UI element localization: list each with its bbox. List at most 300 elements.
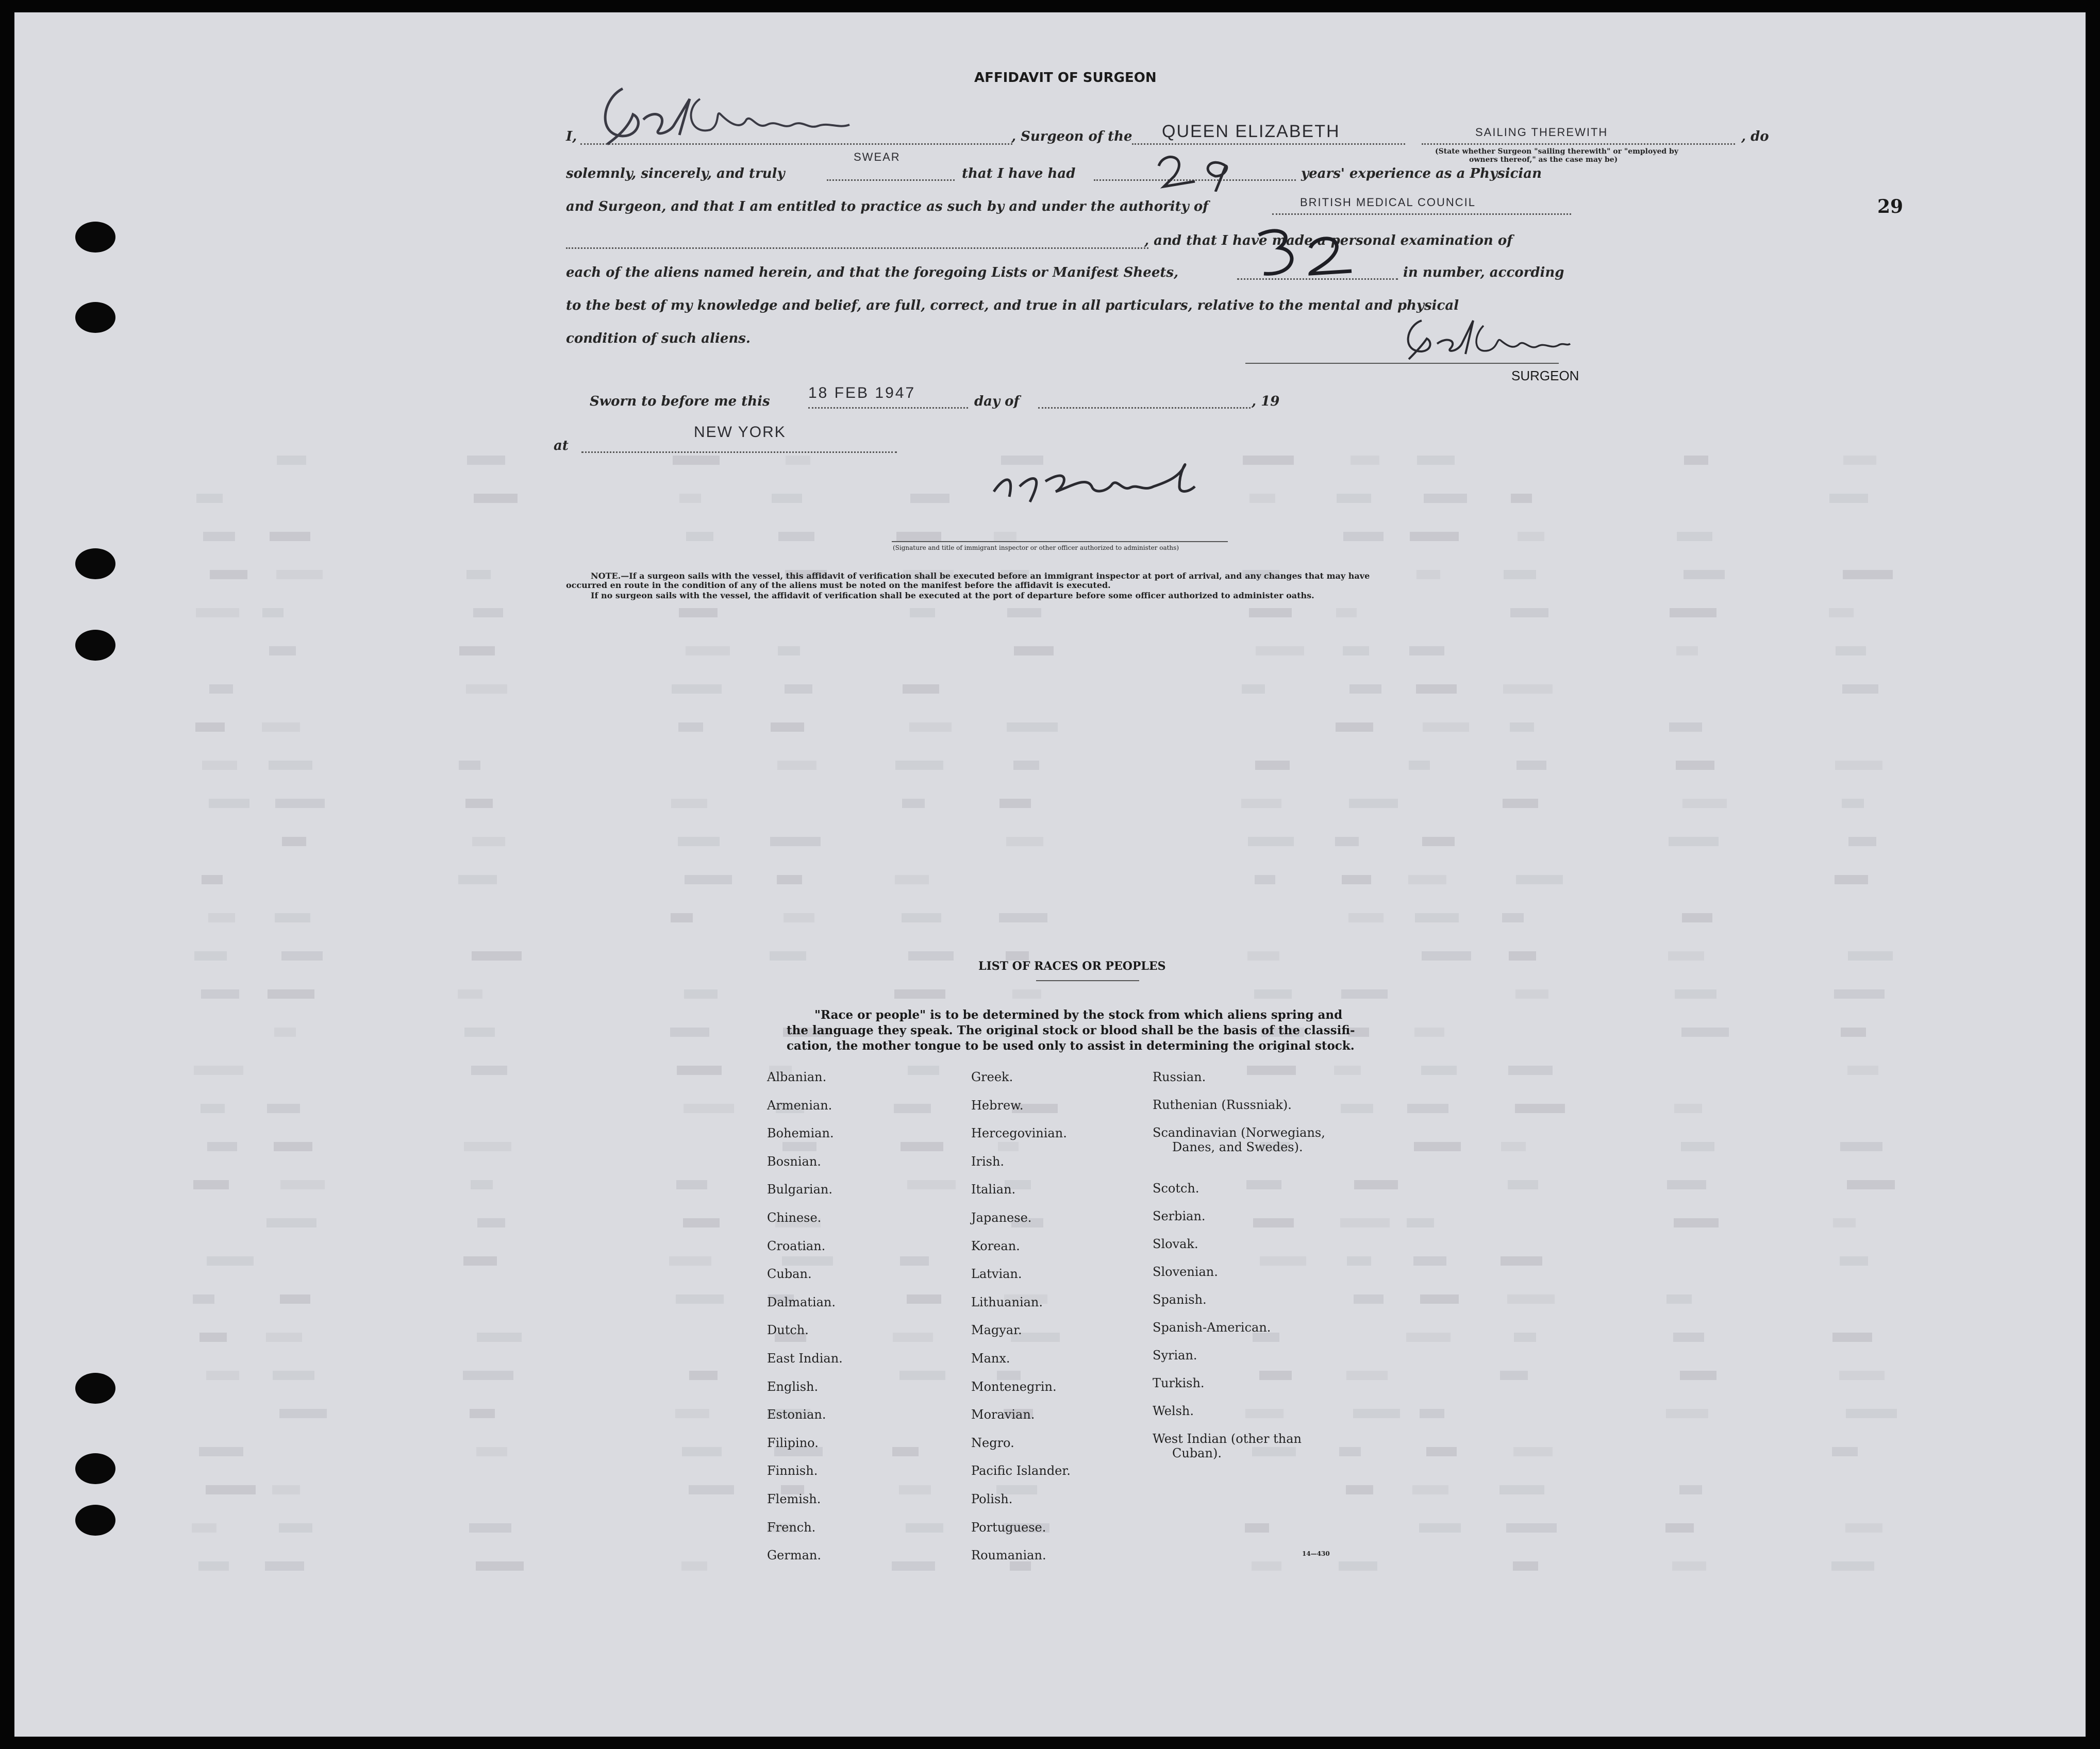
bleed-through-mark — [1835, 875, 1868, 884]
bleed-through-mark — [270, 532, 310, 541]
bleed-through-mark — [900, 1256, 929, 1266]
bleed-through-mark — [895, 875, 929, 884]
bleed-through-mark — [1335, 837, 1359, 846]
bleed-through-mark — [476, 1561, 524, 1571]
race-item: Scandinavian (Norwegians, — [1153, 1125, 1325, 1140]
bleed-through-mark — [910, 608, 935, 617]
officer-caption: (Signature and title of immigrant inspector or other officer authorized to administer oaths) — [893, 544, 1179, 551]
text-and-that-i-have-made: , and that I have made a personal examination of — [1144, 233, 1513, 248]
bleed-through-mark — [902, 913, 941, 922]
bleed-through-mark — [1354, 1294, 1384, 1304]
bleed-through-mark — [1337, 494, 1371, 503]
race-item: Albanian. — [767, 1070, 827, 1084]
bleed-through-mark — [777, 875, 802, 884]
sailing-note-1: (State whether Surgeon "sailing therewith" or "employed by — [1435, 147, 1678, 156]
bleed-through-mark — [1674, 1104, 1702, 1113]
bleed-through-mark — [782, 1142, 816, 1151]
bleed-through-mark — [1840, 1256, 1868, 1266]
bleed-through-mark — [893, 1333, 933, 1342]
text-solemnly: solemnly, sincerely, and truly — [566, 166, 785, 181]
form-number: 14—430 — [1302, 1550, 1330, 1557]
race-item: Roumanian. — [971, 1548, 1046, 1563]
bleed-through-mark — [1843, 456, 1876, 465]
bleed-through-mark — [1684, 570, 1725, 579]
officer-signature — [984, 456, 1231, 512]
bleed-through-mark — [1832, 1333, 1872, 1342]
bleed-through-mark — [899, 1371, 945, 1380]
bleed-through-mark — [196, 494, 223, 503]
race-item: Dalmatian. — [767, 1294, 836, 1309]
bleed-through-mark — [198, 1561, 229, 1571]
page-number: 29 — [1877, 196, 1904, 217]
bleed-through-mark — [1341, 1104, 1373, 1113]
bleed-through-mark — [1682, 799, 1727, 808]
bleed-through-mark — [1676, 761, 1714, 770]
races-intro-1: "Race or people" is to be determined by the stock from which aliens spring and — [814, 1008, 1343, 1022]
bleed-through-mark — [1510, 608, 1548, 617]
bleed-through-mark — [678, 837, 720, 846]
sworn-date: 18 FEB 1947 — [808, 384, 916, 401]
bleed-through-mark — [1253, 1218, 1294, 1227]
bleed-through-mark — [901, 1142, 943, 1151]
bleed-through-mark — [1668, 951, 1704, 961]
fill-line — [1272, 213, 1571, 215]
bleed-through-mark — [998, 1142, 1019, 1151]
bleed-through-mark — [465, 799, 493, 808]
bleed-through-mark — [899, 1485, 931, 1494]
bleed-through-mark — [907, 1180, 956, 1189]
bleed-through-mark — [1510, 722, 1534, 732]
bleed-through-mark — [1409, 761, 1430, 770]
bleed-through-mark — [671, 799, 707, 808]
text-i: I, — [566, 129, 577, 144]
punch-hole — [75, 1373, 115, 1404]
punch-hole — [75, 630, 115, 661]
bleed-through-mark — [202, 875, 223, 884]
bleed-through-mark — [677, 1066, 722, 1075]
bleed-through-mark — [199, 1333, 227, 1342]
bleed-through-mark — [1354, 1180, 1398, 1189]
bleed-through-mark — [1415, 913, 1459, 922]
race-item: Filipino. — [767, 1435, 819, 1450]
races-intro-2: the language they speak. The original stock or blood shall be the basis of the classifi- — [787, 1023, 1355, 1037]
race-item: English. — [767, 1379, 819, 1394]
bleed-through-mark — [280, 1294, 310, 1304]
race-item: Dutch. — [767, 1323, 809, 1338]
bleed-through-mark — [1419, 1523, 1461, 1533]
bleed-through-mark — [1681, 1028, 1729, 1037]
bleed-through-mark — [459, 761, 480, 770]
race-item: Bulgarian. — [767, 1182, 832, 1197]
bleed-through-mark — [1252, 1561, 1281, 1571]
bleed-through-mark — [1513, 1561, 1538, 1571]
bleed-through-mark — [1243, 456, 1294, 465]
races-title: LIST OF RACES OR PEOPLES — [978, 960, 1166, 973]
bleed-through-mark — [1342, 875, 1371, 884]
bleed-through-mark — [1666, 1294, 1692, 1304]
bleed-through-mark — [1420, 1294, 1459, 1304]
bleed-through-mark — [1499, 1485, 1544, 1494]
sheets-handwriting — [1254, 225, 1357, 281]
race-item: Finnish. — [767, 1464, 818, 1478]
title-underline — [1036, 980, 1139, 981]
race-item: Russian. — [1153, 1070, 1206, 1084]
bleed-through-mark — [1842, 799, 1864, 808]
bleed-through-mark — [907, 1294, 941, 1304]
bleed-through-mark — [1340, 1218, 1390, 1227]
race-item: Slovenian. — [1153, 1265, 1218, 1279]
note-line-3: If no surgeon sails with the vessel, the affidavit of verification shall be executed at the port of departure before some officer authorized to administer oaths. — [591, 591, 1314, 600]
bleed-through-mark — [1672, 1561, 1706, 1571]
bleed-through-mark — [1839, 1371, 1885, 1380]
punch-hole — [75, 302, 115, 333]
bleed-through-mark — [894, 1104, 931, 1113]
race-item: Portuguese. — [971, 1520, 1046, 1535]
bleed-through-mark — [1339, 1447, 1361, 1456]
bleed-through-mark — [1006, 837, 1043, 846]
bleed-through-mark — [686, 532, 713, 541]
bleed-through-mark — [1341, 989, 1388, 999]
bleed-through-mark — [207, 1142, 237, 1151]
bleed-through-mark — [473, 608, 503, 617]
bleed-through-mark — [1834, 989, 1885, 999]
bleed-through-mark — [470, 1409, 495, 1418]
bleed-through-mark — [1501, 1256, 1542, 1266]
bleed-through-mark — [772, 494, 802, 503]
bleed-through-mark — [999, 799, 1031, 808]
bleed-through-mark — [1013, 761, 1039, 770]
bleed-through-mark — [1509, 951, 1536, 961]
bleed-through-mark — [1248, 837, 1294, 846]
race-item: Bohemian. — [767, 1126, 834, 1141]
bleed-through-mark — [1503, 684, 1553, 694]
bleed-through-mark — [679, 608, 718, 617]
bleed-through-mark — [472, 837, 505, 846]
bleed-through-mark — [195, 722, 225, 732]
bleed-through-mark — [1409, 646, 1444, 655]
race-item: Cuban). — [1172, 1446, 1222, 1460]
race-item: Croatian. — [767, 1238, 826, 1253]
bleed-through-mark — [1353, 1409, 1400, 1418]
bleed-through-mark — [1676, 646, 1698, 655]
bleed-through-mark — [1674, 1218, 1719, 1227]
race-item: German. — [767, 1548, 821, 1563]
bleed-through-mark — [1249, 494, 1275, 503]
bleed-through-mark — [910, 494, 949, 503]
bleed-through-mark — [784, 913, 814, 922]
bleed-through-mark — [208, 913, 235, 922]
bleed-through-mark — [684, 1104, 734, 1113]
bleed-through-mark — [1515, 989, 1548, 999]
bleed-through-mark — [276, 570, 323, 579]
bleed-through-mark — [201, 989, 239, 999]
bleed-through-mark — [999, 913, 1047, 922]
bleed-through-mark — [1424, 494, 1467, 503]
text-that-i-have-had: that I have had — [962, 166, 1076, 181]
race-item: Armenian. — [767, 1098, 832, 1113]
bleed-through-mark — [1667, 1180, 1706, 1189]
bleed-through-mark — [466, 684, 507, 694]
fill-line — [566, 247, 1148, 249]
race-item: Scotch. — [1153, 1181, 1199, 1196]
race-item: Moravian. — [971, 1407, 1035, 1422]
bleed-through-mark — [193, 1180, 229, 1189]
bleed-through-mark — [770, 837, 821, 846]
race-item: Irish. — [971, 1154, 1005, 1169]
bleed-through-mark — [469, 1523, 511, 1533]
text-do: , do — [1741, 129, 1769, 144]
bleed-through-mark — [1836, 646, 1866, 655]
bleed-through-mark — [1343, 646, 1369, 655]
bleed-through-mark — [1406, 1333, 1451, 1342]
bleed-through-mark — [1835, 761, 1882, 770]
bleed-through-mark — [681, 1561, 707, 1571]
bleed-through-mark — [896, 532, 941, 541]
bleed-through-mark — [1845, 1523, 1882, 1533]
bleed-through-mark — [1245, 1409, 1284, 1418]
bleed-through-mark — [894, 989, 945, 999]
bleed-through-mark — [262, 608, 284, 617]
bleed-through-mark — [1007, 722, 1058, 732]
bleed-through-mark — [1012, 989, 1041, 999]
bleed-through-mark — [1513, 1447, 1553, 1456]
race-item: Negro. — [971, 1435, 1014, 1450]
fill-line — [1422, 143, 1735, 145]
race-item: French. — [767, 1520, 816, 1535]
race-item: Estonian. — [767, 1407, 826, 1422]
race-item: Latvian. — [971, 1267, 1022, 1282]
text-years-exp: years' experience as a Physician — [1301, 166, 1542, 181]
bleed-through-mark — [1247, 951, 1279, 961]
bleed-through-mark — [906, 1523, 943, 1533]
bleed-through-mark — [902, 799, 925, 808]
bleed-through-mark — [679, 494, 701, 503]
bleed-through-mark — [1421, 1066, 1457, 1075]
bleed-through-mark — [1410, 532, 1459, 541]
race-item: Flemish. — [767, 1492, 821, 1506]
bleed-through-mark — [269, 646, 296, 655]
bleed-through-mark — [279, 1409, 327, 1418]
bleed-through-mark — [669, 1256, 711, 1266]
surgeon-signature — [1401, 315, 1571, 362]
race-item: Welsh. — [1153, 1404, 1194, 1418]
bleed-through-mark — [1249, 608, 1292, 617]
bleed-through-mark — [273, 1371, 314, 1380]
text-surgeon-of-the: , Surgeon of the — [1011, 129, 1132, 144]
bleed-through-mark — [207, 1256, 254, 1266]
bleed-through-mark — [1348, 913, 1384, 922]
bleed-through-mark — [673, 456, 720, 465]
years-handwriting — [1154, 150, 1236, 192]
bleed-through-mark — [1677, 532, 1712, 541]
bleed-through-mark — [777, 761, 816, 770]
fill-line — [1132, 143, 1405, 145]
bleed-through-mark — [477, 1218, 505, 1227]
bleed-through-mark — [265, 1561, 304, 1571]
bleed-through-mark — [1412, 1485, 1448, 1494]
race-item: Syrian. — [1153, 1348, 1197, 1363]
bleed-through-mark — [464, 1142, 511, 1151]
bleed-through-mark — [1832, 1447, 1858, 1456]
races-intro-3: cation, the mother tongue to be used only to assist in determining the original stock. — [787, 1039, 1355, 1053]
bleed-through-mark — [274, 1028, 296, 1037]
place: NEW YORK — [694, 424, 786, 441]
bleed-through-mark — [675, 1409, 709, 1418]
bleed-through-mark — [1670, 608, 1716, 617]
bleed-through-mark — [1259, 1371, 1292, 1380]
bleed-through-mark — [1351, 456, 1379, 465]
bleed-through-mark — [196, 608, 239, 617]
punch-hole — [75, 1453, 115, 1484]
bleed-through-mark — [1841, 1028, 1866, 1037]
race-item: East Indian. — [767, 1351, 843, 1366]
bleed-through-mark — [1500, 1371, 1528, 1380]
bleed-through-mark — [277, 456, 306, 465]
race-item: Slovak. — [1153, 1237, 1198, 1251]
bleed-through-mark — [672, 684, 722, 694]
bleed-through-mark — [1508, 1180, 1538, 1189]
bleed-through-mark — [1846, 1409, 1897, 1418]
officer-signature-line — [892, 541, 1228, 542]
sailing-note-2: owners thereof," as the case may be) — [1469, 156, 1618, 164]
bleed-through-mark — [1336, 722, 1373, 732]
bleed-through-mark — [1501, 1142, 1526, 1151]
bleed-through-mark — [909, 722, 952, 732]
bleed-through-mark — [1420, 1409, 1444, 1418]
bleed-through-mark — [266, 1218, 316, 1227]
bleed-through-mark — [1252, 1447, 1296, 1456]
bleed-through-mark — [471, 1180, 493, 1189]
text-nineteen: , 19 — [1252, 394, 1280, 409]
bleed-through-mark — [1504, 570, 1536, 579]
race-item: Hebrew. — [971, 1098, 1024, 1113]
bleed-through-mark — [1516, 875, 1563, 884]
bleed-through-mark — [193, 1294, 214, 1304]
bleed-through-mark — [210, 570, 247, 579]
bleed-through-mark — [1260, 1256, 1306, 1266]
bleed-through-mark — [1684, 456, 1708, 465]
bleed-through-mark — [676, 1180, 707, 1189]
bleed-through-mark — [1407, 1218, 1434, 1227]
bleed-through-mark — [908, 1066, 939, 1075]
punch-hole — [75, 1505, 115, 1536]
bleed-through-mark — [1829, 494, 1868, 503]
bleed-through-mark — [1516, 761, 1546, 770]
bleed-through-mark — [1346, 1371, 1388, 1380]
bleed-through-mark — [1256, 646, 1304, 655]
bleed-through-mark — [1245, 1523, 1269, 1533]
bleed-through-mark — [1673, 1333, 1704, 1342]
bleed-through-mark — [903, 684, 939, 694]
authority: BRITISH MEDICAL COUNCIL — [1300, 196, 1476, 209]
bleed-through-mark — [477, 1333, 522, 1342]
bleed-through-mark — [786, 456, 810, 465]
bleed-through-mark — [770, 951, 806, 961]
bleed-through-mark — [1669, 722, 1702, 732]
bleed-through-mark — [474, 494, 518, 503]
bleed-through-mark — [269, 761, 312, 770]
form-title: AFFIDAVIT OF SURGEON — [974, 70, 1157, 86]
race-item: Greek. — [971, 1070, 1013, 1084]
bleed-through-mark — [194, 1066, 243, 1075]
bleed-through-mark — [268, 989, 314, 999]
text-condition: condition of such aliens. — [566, 331, 751, 346]
bleed-through-mark — [1414, 1142, 1461, 1151]
bleed-through-mark — [1840, 1142, 1882, 1151]
bleed-through-mark — [194, 951, 227, 961]
bleed-through-mark — [1007, 608, 1041, 617]
bleed-through-mark — [782, 1256, 833, 1266]
bleed-through-mark — [1408, 875, 1446, 884]
bleed-through-mark — [678, 722, 703, 732]
race-item: Korean. — [971, 1238, 1020, 1253]
race-item: Lithuanian. — [971, 1294, 1043, 1309]
bleed-through-mark — [771, 722, 804, 732]
bleed-through-mark — [689, 1485, 734, 1494]
bleed-through-mark — [1241, 799, 1281, 808]
bleed-through-mark — [1675, 989, 1716, 999]
bleed-through-mark — [1422, 951, 1471, 961]
punch-hole — [75, 222, 115, 253]
bleed-through-mark — [1506, 1523, 1557, 1533]
bleed-through-mark — [1515, 1104, 1565, 1113]
bleed-through-mark — [1407, 1104, 1448, 1113]
race-item: Montenegrin. — [971, 1379, 1057, 1394]
bleed-through-mark — [1847, 1066, 1878, 1075]
race-item: Hercegovinian. — [971, 1126, 1067, 1141]
document-sheet — [14, 12, 2086, 1737]
bleed-through-mark — [892, 1561, 935, 1571]
bleed-through-mark — [1242, 684, 1265, 694]
bleed-through-mark — [279, 1523, 312, 1533]
bleed-through-mark — [206, 1485, 256, 1494]
bleed-through-mark — [1416, 684, 1457, 694]
bleed-through-mark — [671, 913, 693, 922]
note-line-1: NOTE.—If a surgeon sails with the vessel, this affidavit of verification shall be executed before an immigrant inspector at port of arrival, and any changes that may have — [591, 571, 1370, 581]
race-item: Bosnian. — [767, 1154, 821, 1169]
race-item: Ruthenian (Russniak). — [1153, 1098, 1292, 1112]
bleed-through-mark — [466, 570, 491, 579]
bleed-through-mark — [895, 761, 943, 770]
fill-line — [1038, 407, 1251, 409]
race-item: Pacific Islander. — [971, 1464, 1071, 1478]
fill-line — [581, 451, 897, 453]
bleed-through-mark — [1669, 837, 1719, 846]
surgeon-name-handwriting — [592, 78, 860, 150]
bleed-through-mark — [1349, 799, 1398, 808]
bleed-through-mark — [1848, 837, 1876, 846]
bleed-through-mark — [201, 1104, 225, 1113]
race-item: Cuban. — [767, 1267, 812, 1282]
bleed-through-mark — [282, 837, 306, 846]
bleed-through-mark — [274, 1142, 312, 1151]
bleed-through-mark — [778, 532, 814, 541]
bleed-through-mark — [1417, 456, 1455, 465]
bleed-through-mark — [1423, 722, 1469, 732]
note-line-2: occurred en route in the condition of any of the aliens must be noted on the manifest before the affidavit is executed. — [566, 580, 1111, 590]
bleed-through-mark — [209, 799, 249, 808]
bleed-through-mark — [209, 684, 233, 694]
bleed-through-mark — [1349, 684, 1381, 694]
bleed-through-mark — [785, 684, 812, 694]
bleed-through-mark — [1666, 1409, 1708, 1418]
bleed-through-mark — [1343, 532, 1384, 541]
race-item: Polish. — [971, 1492, 1013, 1506]
bleed-through-mark — [262, 722, 300, 732]
bleed-through-mark — [1847, 1180, 1895, 1189]
bleed-through-mark — [472, 951, 522, 961]
bleed-through-mark — [1246, 1180, 1281, 1189]
